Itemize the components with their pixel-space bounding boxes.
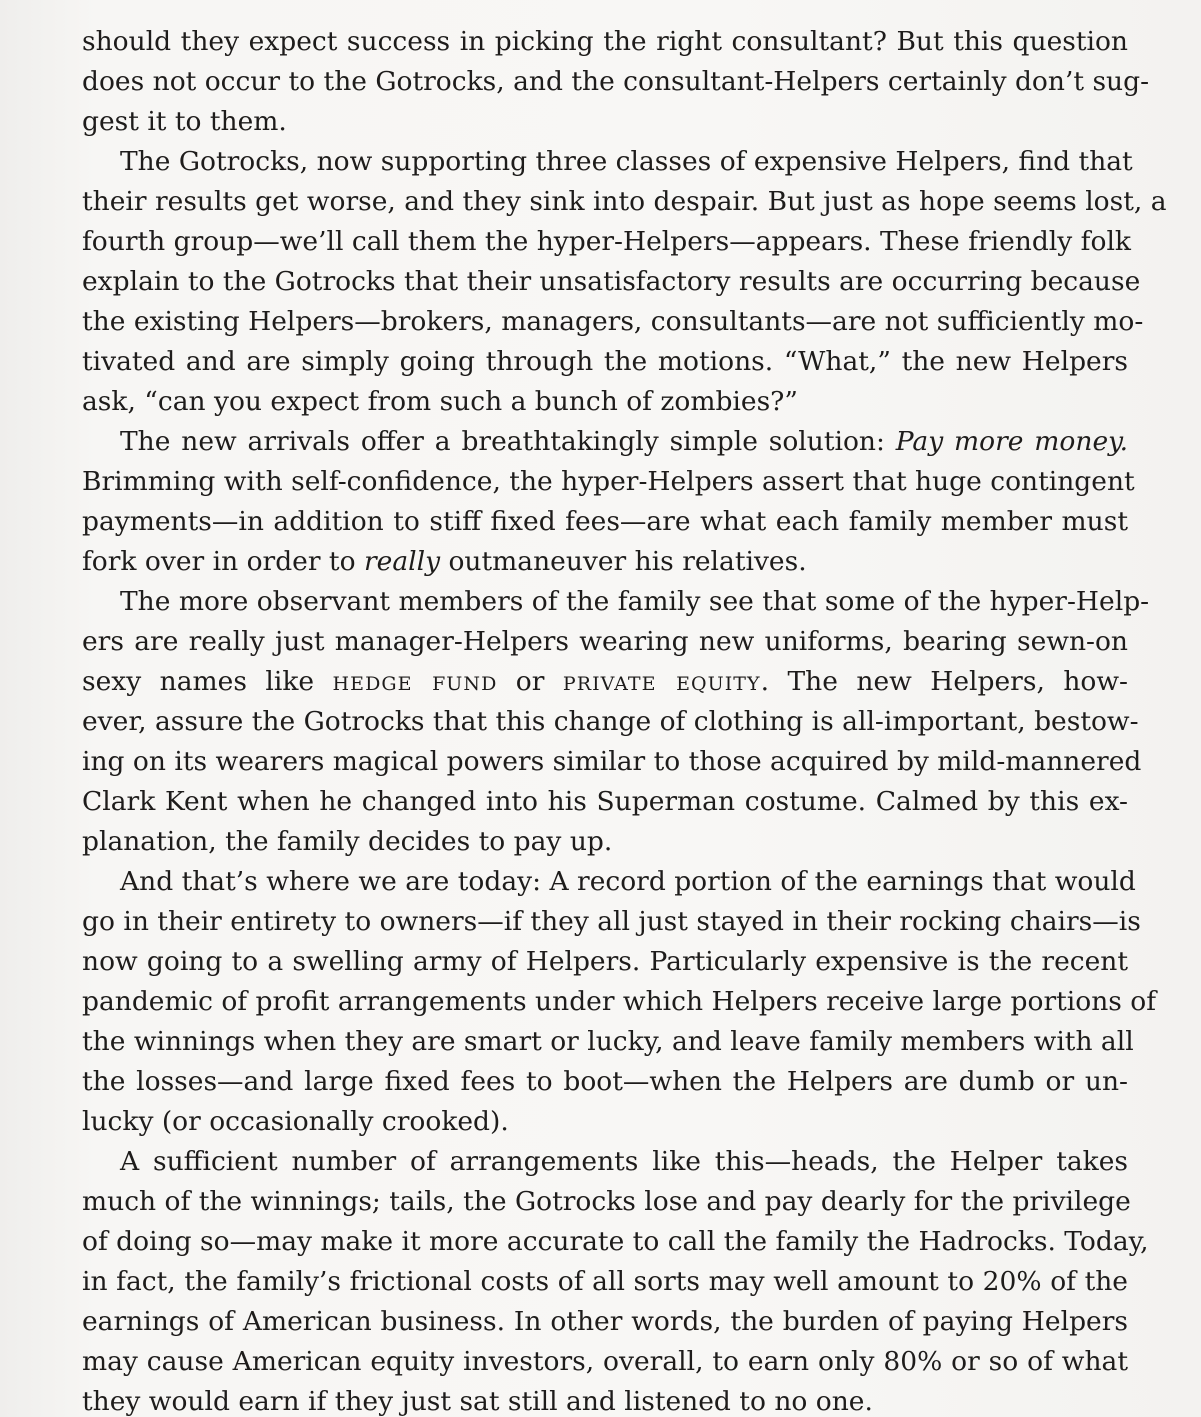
text-line: pandemic of profit arrangements under which Helpers receive large portions of — [82, 986, 1157, 1017]
text-line: Brimming with self-confidence, the hyper-Helpers assert that huge contingent — [82, 466, 1135, 497]
text-line: ing on its wearers magical powers similar to those acquired by mild-mannered — [82, 746, 1142, 777]
text-line: earnings of American business. In other words, the burden of paying Helpers — [82, 1306, 1128, 1337]
text-line: fourth group—we’ll call them the hyper-Helpers—appears. These friendly folk — [82, 226, 1131, 257]
text-line: their results get worse, and they sink into despair. But just as hope seems lost, a — [82, 186, 1167, 217]
text-line: of doing so—may make it more accurate to call the family the Hadrocks. Today, — [82, 1226, 1149, 1257]
text-line: lucky (or occasionally crooked). — [82, 1106, 509, 1137]
text-line: the winnings when they are smart or lucky, and leave family members with all — [82, 1026, 1134, 1057]
text-line: much of the winnings; tails, the Gotrocks lose and pay dearly for the privilege — [82, 1186, 1131, 1217]
text-line: explain to the Gotrocks that their unsatisfactory results are occurring because — [82, 266, 1141, 297]
text-line: gest it to them. — [82, 106, 287, 137]
text-line: And that’s where we are today: A record portion of the earnings that would — [120, 866, 1136, 897]
text-line: should they expect success in picking the right consultant? But this question — [82, 26, 1128, 57]
text-line: payments—in addition to stiff fixed fees—are what each family member must — [82, 506, 1128, 537]
text-line: ever, assure the Gotrocks that this change of clothing is all-important, bestow- — [82, 706, 1139, 737]
text-line: now going to a swelling army of Helpers. Particularly expensive is the recent — [82, 946, 1128, 977]
text-line: the existing Helpers—brokers, managers, consultants—are not sufficiently mo- — [82, 306, 1144, 337]
text-line: The new arrivals offer a breathtakingly simple solution: Pay more money. — [120, 426, 1128, 457]
text-line: the losses—and large fixed fees to boot—when the Helpers are dumb or un- — [82, 1066, 1128, 1097]
text-line: planation, the family decides to pay up. — [82, 826, 613, 857]
text-line: go in their entirety to owners—if they all just stayed in their rocking chairs—is — [82, 906, 1141, 937]
text-line: does not occur to the Gotrocks, and the consultant-Helpers certainly don’t sug- — [82, 66, 1150, 97]
body-text — [82, 22, 1167, 1417]
text-line: The more observant members of the family see that some of the hyper-Help- — [120, 586, 1150, 617]
text-line: sexy names like hedge fund or private equity. The new Helpers, how- — [82, 666, 1128, 697]
text-line: may cause American equity investors, overall, to earn only 80% or so of what — [82, 1346, 1128, 1377]
text-line: A sufficient number of arrangements like this—heads, the Helper takes — [120, 1146, 1128, 1177]
text-line: in fact, the family’s frictional costs of all sorts may well amount to 20% of the — [82, 1266, 1128, 1297]
text-line: The Gotrocks, now supporting three classes of expensive Helpers, find that — [120, 146, 1133, 177]
text-line: ask, “can you expect from such a bunch of zombies?” — [82, 386, 798, 417]
text-line: they would earn if they just sat still and listened to no one. — [82, 1386, 873, 1417]
text-line: fork over in order to really outmaneuver his relatives. — [82, 546, 807, 577]
text-line: Clark Kent when he changed into his Superman costume. Calmed by this ex- — [82, 786, 1128, 817]
text-line: tivated and are simply going through the motions. “What,” the new Helpers — [82, 346, 1128, 377]
text-line: ers are really just manager-Helpers wearing new uniforms, bearing sewn-on — [82, 626, 1128, 657]
